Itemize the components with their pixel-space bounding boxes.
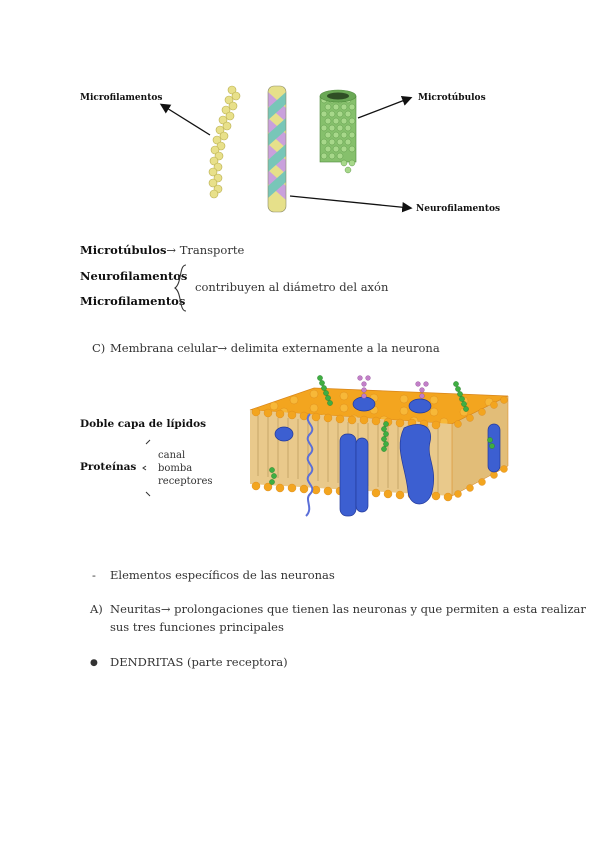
item-a-line1: Neuritas→ prolongaciones que tienen las neuronas y que permiten a esta realizar [110,602,586,616]
label-microfilamentos: Microfilamentos [80,93,163,103]
arrow-microfilamentos [162,105,210,135]
section-c-marker: C) [92,341,106,355]
label-doble-capa: Doble capa de lípidos [80,418,207,430]
item-a-line2: sus tres funciones principales [110,620,284,634]
neurofilament-rope [268,86,286,212]
dash-marker: - [92,568,96,582]
text-transporte: Transporte [179,243,245,257]
line-microtubulos-transporte [80,243,244,257]
bullet-marker: ● [90,658,98,668]
label-neurofilamentos: Neurofilamentos [416,204,501,214]
term-microfilamentos: Microfilamentos [80,294,186,308]
protein-type-canal: canal [158,450,186,461]
item-a-marker: A) [90,602,103,616]
arrow-glyph: → [166,243,177,257]
brace-text: contribuyen al diámetro del axón [195,280,389,294]
term-microtubulos: Microtúbulos [80,243,167,257]
label-microtubulos: Microtúbulos [418,93,486,103]
microtubule-cylinder [320,90,356,173]
protein-type-bomba: bomba [158,463,193,474]
protein-type-receptores: receptores [158,476,213,487]
bullet-item-text: DENDRITAS (parte receptora) [110,655,288,669]
cytoskeleton-figure [0,0,600,240]
curly-brace [172,263,192,313]
term-neurofilamentos: Neurofilamentos [80,269,188,283]
microfilament-strand [209,86,240,198]
dash-item-text: Elementos específicos de las neuronas [110,568,335,582]
protein-brace [140,438,154,498]
arrow-neurofilamentos [290,196,410,208]
arrow-microtubulos [358,98,410,118]
membrane-figure [244,368,514,528]
section-c-text: Membrana celular→ delimita externamente a la neurona [110,341,440,355]
label-proteinas: Proteínas [80,461,137,473]
